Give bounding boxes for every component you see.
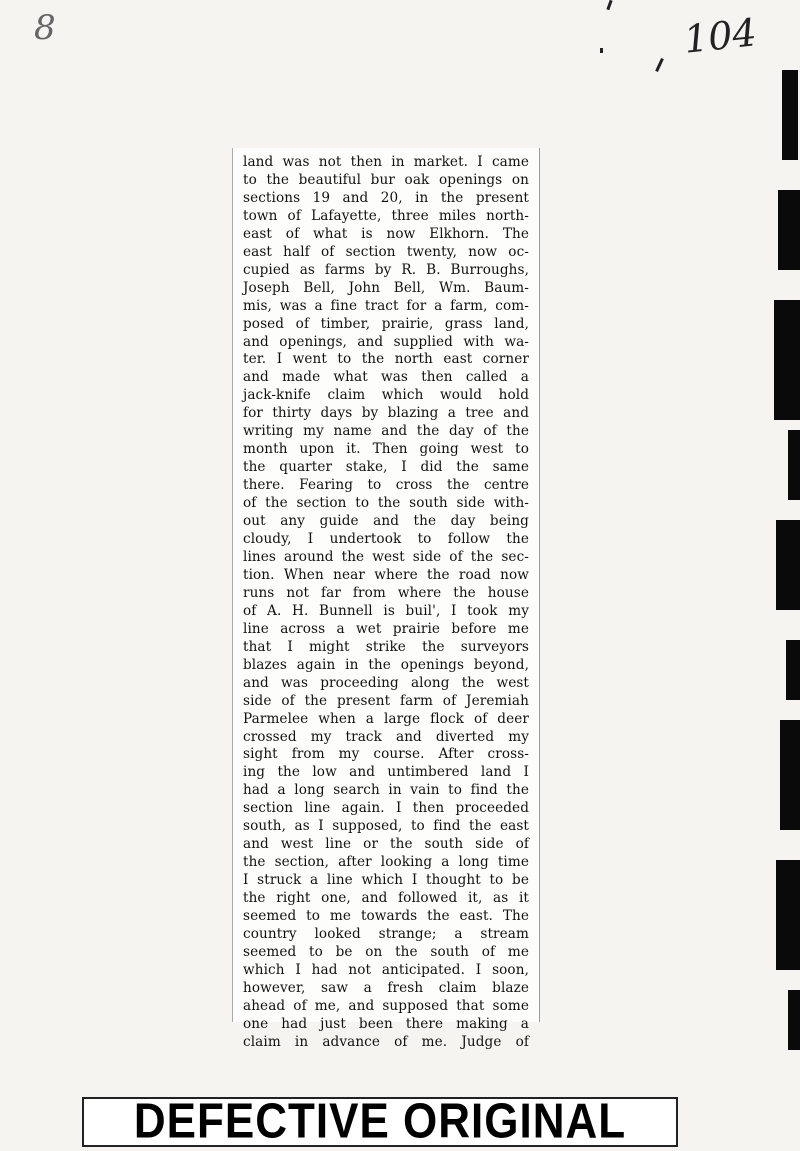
- article-line: however, saw a fresh claim blaze: [243, 979, 529, 996]
- article-line: writing my name and the day of the: [243, 423, 529, 440]
- article-line: I struck a line which I thought to be: [243, 872, 529, 889]
- stamp-text: DEFECTIVE ORIGINAL: [133, 1094, 627, 1149]
- article-line: seemed to be on the south of me: [243, 943, 529, 960]
- scan-edge-shadow: [776, 860, 800, 970]
- article-line: of A. H. Bunnell is buil', I took my: [243, 602, 529, 619]
- article-line: of the section to the south side with-: [243, 495, 529, 512]
- article-line: the section, after looking a long time: [243, 854, 529, 871]
- scan-edge-shadow: [782, 70, 798, 160]
- article-line: ahead of me, and supposed that some: [243, 997, 529, 1014]
- article-line: and openings, and supplied with wa-: [243, 333, 529, 350]
- article-line: mis, was a fine tract for a farm, com-: [243, 297, 529, 314]
- article-line: jack-knife claim which would hold: [243, 387, 529, 404]
- article-line: land was not then in market. I came: [243, 154, 529, 170]
- pen-mark: [600, 48, 603, 53]
- article-text: [243, 154, 529, 1052]
- article-line: blazes again in the openings beyond,: [243, 656, 529, 673]
- scan-edge-shadow: [780, 720, 800, 830]
- article-line: cloudy, I undertook to follow the: [243, 531, 529, 548]
- article-line: sight from my course. After cross-: [243, 746, 529, 763]
- article-line: and west line or the south side of: [243, 836, 529, 853]
- newspaper-clipping: [232, 148, 540, 1050]
- article-line: posed of timber, prairie, grass land,: [243, 315, 529, 332]
- article-line: which I had not anticipated. I soon,: [243, 961, 529, 978]
- article-line: to the beautiful bur oak openings on: [243, 171, 529, 188]
- scan-edge-shadow: [786, 640, 800, 700]
- article-line: ing the low and untimbered land I: [243, 764, 529, 781]
- article-line: one had just been there making a: [243, 1015, 529, 1032]
- article-line: Parmelee when a large flock of deer: [243, 710, 529, 727]
- article-line: and made what was then called a: [243, 369, 529, 386]
- article-line: south, as I supposed, to find the east: [243, 818, 529, 835]
- defective-original-stamp: [82, 1094, 678, 1149]
- article-line: east half of section twenty, now oc-: [243, 243, 529, 260]
- article-line: that I might strike the surveyors: [243, 638, 529, 655]
- pen-mark: [655, 58, 664, 72]
- article-line: there. Fearing to cross the centre: [243, 477, 529, 494]
- article-line: tion. When near where the road now: [243, 566, 529, 583]
- article-line: the quarter stake, I did the same: [243, 459, 529, 476]
- article-line: runs not far from where the house: [243, 584, 529, 601]
- article-line: had a long search in vain to find the: [243, 782, 529, 799]
- article-line: ter. I went to the north east corner: [243, 351, 529, 368]
- scan-edge-shadow: [774, 300, 800, 420]
- article-line: month upon it. Then going west to: [243, 441, 529, 458]
- article-line: side of the present farm of Jeremiah: [243, 692, 529, 709]
- scan-edge-shadow: [788, 430, 800, 500]
- article-line: the right one, and followed it, as it: [243, 890, 529, 907]
- article-line: line across a wet prairie before me: [243, 620, 529, 637]
- article-line: country looked strange; a stream: [243, 925, 529, 942]
- article-line: seemed to me towards the east. The: [243, 908, 529, 925]
- article-line: cupied as farms by R. B. Burroughs,: [243, 261, 529, 278]
- article-line: east of what is now Elkhorn. The: [243, 225, 529, 242]
- article-line: section line again. I then proceeded: [243, 800, 529, 817]
- folio-number: 104: [681, 10, 759, 62]
- scan-edge-shadow: [776, 520, 800, 610]
- scan-edge-shadow: [788, 990, 800, 1050]
- article-line: crossed my track and diverted my: [243, 728, 529, 745]
- article-line: town of Lafayette, three miles north-: [243, 207, 529, 224]
- article-line: and was proceeding along the west: [243, 674, 529, 691]
- article-line: Joseph Bell, John Bell, Wm. Baum-: [243, 279, 529, 296]
- article-line: lines around the west side of the sec-: [243, 548, 529, 565]
- scan-edge-shadow: [778, 190, 800, 270]
- article-line: claim in advance of me. Judge of: [243, 1033, 529, 1050]
- article-line: out any guide and the day being: [243, 513, 529, 530]
- article-line: for thirty days by blazing a tree and: [243, 405, 529, 422]
- page-number: 8: [34, 8, 56, 48]
- pen-mark: [606, 0, 612, 10]
- article-line: sections 19 and 20, in the present: [243, 189, 529, 206]
